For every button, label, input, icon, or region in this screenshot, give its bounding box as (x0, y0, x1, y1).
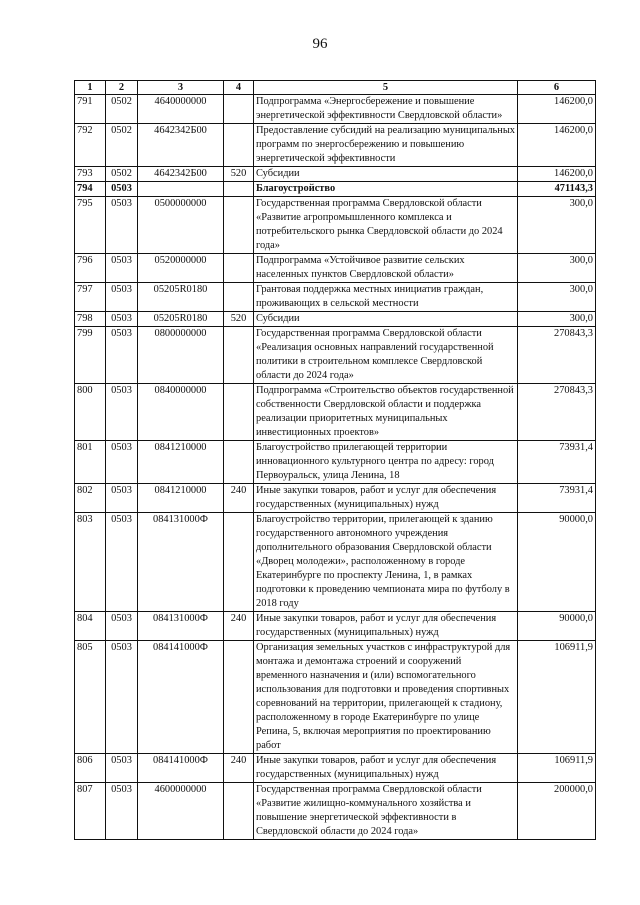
amount-cell: 300,0 (518, 197, 596, 254)
section-code-cell: 0503 (106, 484, 138, 513)
item-name-cell: Иные закупки товаров, работ и услуг для обеспечения государственных (муниципальных) нужд (254, 612, 518, 641)
expense-type-cell (224, 384, 254, 441)
amount-cell: 270843,3 (518, 327, 596, 384)
row-number-cell: 806 (75, 754, 106, 783)
expense-type-cell (224, 283, 254, 312)
target-code-cell (138, 182, 224, 197)
amount-cell: 90000,0 (518, 612, 596, 641)
row-number-cell: 800 (75, 384, 106, 441)
table-row (75, 95, 596, 124)
section-code-cell: 0503 (106, 513, 138, 612)
target-code-cell: 4640000000 (138, 95, 224, 124)
section-code-cell: 0503 (106, 254, 138, 283)
table-row (75, 124, 596, 167)
section-code-cell: 0502 (106, 124, 138, 167)
item-name-cell: Субсидии (254, 167, 518, 182)
table-row (75, 783, 596, 840)
expense-type-cell (224, 197, 254, 254)
row-number-cell: 796 (75, 254, 106, 283)
item-name-cell: Иные закупки товаров, работ и услуг для обеспечения государственных (муниципальных) нужд (254, 754, 518, 783)
target-code-cell: 084141000Ф (138, 754, 224, 783)
item-name-cell: Грантовая поддержка местных инициатив граждан, проживающих в сельской местности (254, 283, 518, 312)
expense-type-cell (224, 327, 254, 384)
table-row (75, 484, 596, 513)
row-number-cell: 795 (75, 197, 106, 254)
expense-type-cell (224, 124, 254, 167)
target-code-cell: 05205R0180 (138, 283, 224, 312)
amount-cell: 73931,4 (518, 484, 596, 513)
column-header: 4 (224, 81, 254, 95)
amount-cell: 200000,0 (518, 783, 596, 840)
row-number-cell: 798 (75, 312, 106, 327)
target-code-cell: 0841210000 (138, 441, 224, 484)
row-number-cell: 797 (75, 283, 106, 312)
amount-cell: 106911,9 (518, 754, 596, 783)
expense-type-cell (224, 783, 254, 840)
column-header: 1 (75, 81, 106, 95)
target-code-cell: 4642342Б00 (138, 167, 224, 182)
section-code-cell: 0503 (106, 283, 138, 312)
expense-type-cell: 240 (224, 484, 254, 513)
target-code-cell: 0500000000 (138, 197, 224, 254)
section-code-cell: 0503 (106, 197, 138, 254)
item-name-cell: Благоустройство (254, 182, 518, 197)
row-number-cell: 799 (75, 327, 106, 384)
row-number-cell: 805 (75, 641, 106, 754)
expense-type-cell (224, 441, 254, 484)
item-name-cell: Благоустройство территории, прилегающей к зданию государственного автономного учреждения дополнительного образования Свердловской области «Дворец молодежи», расположенному в городе Екатеринбурге по проспекту Ленина, 1, в рамках подготовки к проведению чемпионата мира по футболу в 2018 году (254, 513, 518, 612)
row-number-cell: 793 (75, 167, 106, 182)
target-code-cell: 0800000000 (138, 327, 224, 384)
section-code-cell: 0503 (106, 783, 138, 840)
target-code-cell: 084141000Ф (138, 641, 224, 754)
row-number-cell: 801 (75, 441, 106, 484)
target-code-cell: 084131000Ф (138, 612, 224, 641)
section-code-cell: 0503 (106, 182, 138, 197)
item-name-cell: Подпрограмма «Строительство объектов государственной собственности Свердловской области и поддержка реализации приоритетных муниципальных инвестиционных проектов» (254, 384, 518, 441)
amount-cell: 270843,3 (518, 384, 596, 441)
section-code-cell: 0502 (106, 95, 138, 124)
expense-type-cell (224, 95, 254, 124)
table-row (75, 327, 596, 384)
amount-cell: 300,0 (518, 312, 596, 327)
row-number-cell: 792 (75, 124, 106, 167)
amount-cell: 146200,0 (518, 167, 596, 182)
amount-cell: 90000,0 (518, 513, 596, 612)
section-code-cell: 0503 (106, 612, 138, 641)
table-row (75, 641, 596, 754)
item-name-cell: Государственная программа Свердловской области «Развитие агропромышленного комплекса и потребительского рынка Свердловской области до 2024 года» (254, 197, 518, 254)
item-name-cell: Благоустройство прилегающей территории инновационного культурного центра по адресу: город Первоуральск, улица Ленина, 18 (254, 441, 518, 484)
row-number-cell: 807 (75, 783, 106, 840)
expense-type-cell (224, 513, 254, 612)
section-code-cell: 0503 (106, 384, 138, 441)
table-row (75, 612, 596, 641)
target-code-cell: 0520000000 (138, 254, 224, 283)
amount-cell: 73931,4 (518, 441, 596, 484)
amount-cell: 300,0 (518, 254, 596, 283)
row-number-cell: 802 (75, 484, 106, 513)
section-code-cell: 0502 (106, 167, 138, 182)
item-name-cell: Подпрограмма «Энергосбережение и повышение энергетической эффективности Свердловской области» (254, 95, 518, 124)
row-number-cell: 803 (75, 513, 106, 612)
expense-type-cell: 520 (224, 312, 254, 327)
expense-type-cell (224, 254, 254, 283)
table-row (75, 384, 596, 441)
row-number-cell: 804 (75, 612, 106, 641)
column-header: 2 (106, 81, 138, 95)
section-code-cell: 0503 (106, 327, 138, 384)
target-code-cell: 084131000Ф (138, 513, 224, 612)
amount-cell: 300,0 (518, 283, 596, 312)
table-row (75, 197, 596, 254)
section-code-cell: 0503 (106, 312, 138, 327)
item-name-cell: Подпрограмма «Устойчивое развитие сельских населенных пунктов Свердловской области» (254, 254, 518, 283)
target-code-cell: 4642342Б00 (138, 124, 224, 167)
expense-type-cell (224, 182, 254, 197)
section-code-cell: 0503 (106, 754, 138, 783)
row-number-cell: 794 (75, 182, 106, 197)
column-header: 5 (254, 81, 518, 95)
expense-type-cell (224, 641, 254, 754)
expense-type-cell: 240 (224, 754, 254, 783)
table-row (75, 182, 596, 197)
column-header: 3 (138, 81, 224, 95)
table-row (75, 513, 596, 612)
item-name-cell: Субсидии (254, 312, 518, 327)
item-name-cell: Государственная программа Свердловской области «Развитие жилищно-коммунального хозяйства и повышение энергетической эффективности в Свердловской области до 2024 года» (254, 783, 518, 840)
table-row (75, 441, 596, 484)
table-row (75, 167, 596, 182)
table-row (75, 754, 596, 783)
page-number: 96 (312, 36, 328, 52)
row-number-cell: 791 (75, 95, 106, 124)
target-code-cell: 0841210000 (138, 484, 224, 513)
amount-cell: 146200,0 (518, 124, 596, 167)
budget-table (74, 80, 596, 840)
section-code-cell: 0503 (106, 641, 138, 754)
column-header: 6 (518, 81, 596, 95)
target-code-cell: 0840000000 (138, 384, 224, 441)
item-name-cell: Предоставление субсидий на реализацию муниципальных программ по энергосбережению и повышению энергетической эффективности (254, 124, 518, 167)
table-body (75, 95, 596, 840)
amount-cell: 106911,9 (518, 641, 596, 754)
item-name-cell: Государственная программа Свердловской области «Реализация основных направлений государственной политики в строительном комплексе Свердловской области до 2024 года» (254, 327, 518, 384)
expense-type-cell: 240 (224, 612, 254, 641)
table-row (75, 312, 596, 327)
item-name-cell: Иные закупки товаров, работ и услуг для обеспечения государственных (муниципальных) нужд (254, 484, 518, 513)
section-code-cell: 0503 (106, 441, 138, 484)
amount-cell: 146200,0 (518, 95, 596, 124)
table-row (75, 283, 596, 312)
table-header-row (75, 81, 596, 95)
table-row (75, 254, 596, 283)
item-name-cell: Организация земельных участков с инфраструктурой для монтажа и демонтажа строений и сооружений временного назначения и (или) вспомогательного использования для подготовки и проведения спортивных соревнований на территории, прилегающей к стадиону, расположенному в городе Екатеринбурге по улице Репина, 5, включая мероприятия по проектированию работ (254, 641, 518, 754)
expense-type-cell: 520 (224, 167, 254, 182)
amount-cell: 471143,3 (518, 182, 596, 197)
target-code-cell: 4600000000 (138, 783, 224, 840)
target-code-cell: 05205R0180 (138, 312, 224, 327)
